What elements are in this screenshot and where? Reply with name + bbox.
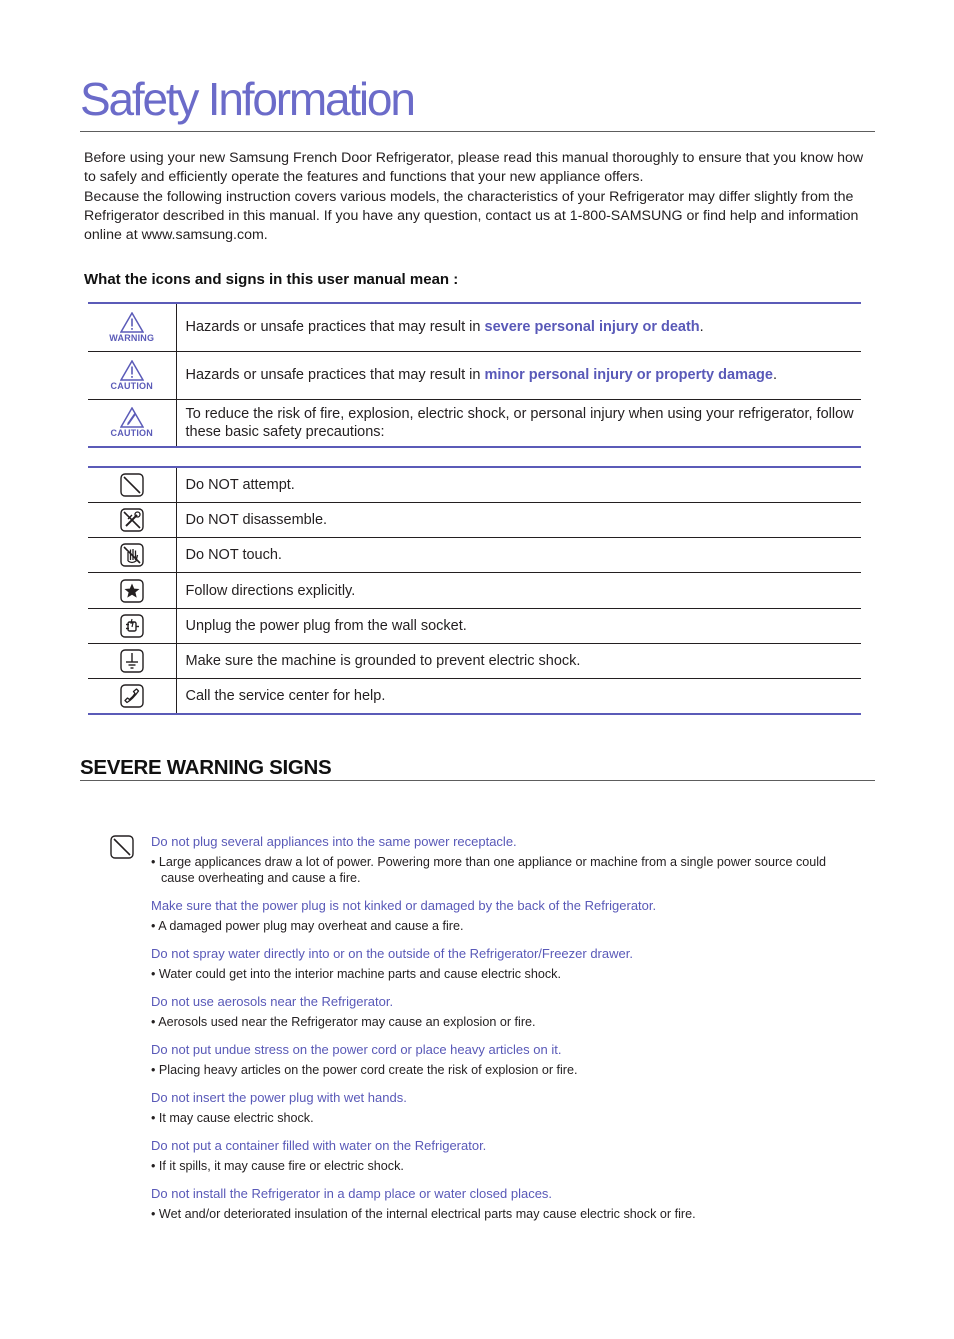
warning-triangle-icon <box>120 312 144 333</box>
sign-row <box>88 502 861 537</box>
hazard-icon-cell <box>88 303 176 351</box>
sign-description: Unplug the power plug from the wall socket. <box>176 608 861 643</box>
warning-bullet: • If it spills, it may cause fire or electric shock. <box>151 1159 404 1173</box>
warning-item <box>151 1090 861 1126</box>
hazard-text: Hazards or unsafe practices that may result in <box>185 319 485 336</box>
signs-table <box>88 466 861 715</box>
caution-triangle-icon <box>120 360 144 381</box>
hazard-description <box>176 351 861 399</box>
icons-heading: What the icons and signs in this user manual mean : <box>84 271 459 288</box>
hazard-row-caution-precautions <box>88 399 861 447</box>
ground-icon <box>120 649 144 673</box>
prohibited-icon <box>120 473 144 497</box>
hazard-description <box>176 399 861 447</box>
sign-description: Do NOT touch. <box>176 538 861 573</box>
hazard-suffix: . <box>699 319 704 336</box>
sign-row <box>88 573 861 608</box>
caution-label: CAUTION <box>110 428 153 439</box>
title-divider <box>80 131 875 132</box>
phone-icon <box>120 684 144 708</box>
caution-label: CAUTION <box>110 380 153 391</box>
hazard-highlight: severe personal injury or death <box>484 319 700 336</box>
intro-paragraph: Because the following instruction covers various models, the characteristics of your Refrigerator may differ slightly from the Refrigerator described in this manual. If you have any question, contact us at 1-800-SAMSUNG or find help and information online at www.samsung.com. <box>84 189 859 243</box>
sign-icon-cell <box>88 643 176 678</box>
caution-pencil-triangle-icon <box>120 407 144 428</box>
warning-item <box>151 1042 861 1078</box>
warning-title: Do not install the Refrigerator in a damp place or water closed places. <box>151 1186 553 1201</box>
warning-title: Do not insert the power plug with wet hands. <box>151 1090 407 1105</box>
sign-row <box>88 643 861 678</box>
warning-item <box>151 1138 861 1174</box>
sign-icon-cell <box>88 608 176 643</box>
sign-description: Call the service center for help. <box>176 679 861 714</box>
sign-description: Follow directions explicitly. <box>176 573 861 608</box>
warning-bullet: • A damaged power plug may overheat and cause a fire. <box>151 919 464 933</box>
sign-icon-cell <box>88 502 176 537</box>
warning-bullet: • Wet and/or deteriorated insulation of the internal electrical parts may cause electric shock or fire. <box>151 1207 696 1221</box>
no-disassemble-icon <box>120 508 144 532</box>
hazard-description <box>176 303 861 351</box>
warning-bullet: • It may cause electric shock. <box>151 1111 314 1125</box>
warning-title: Do not spray water directly into or on the outside of the Refrigerator/Freezer drawer. <box>151 946 633 961</box>
warning-item <box>151 898 861 934</box>
sign-description: Do NOT disassemble. <box>176 502 861 537</box>
no-touch-icon <box>120 543 144 567</box>
hazard-row-caution <box>88 351 861 399</box>
section-divider <box>80 780 875 781</box>
hazard-icon-cell <box>88 351 176 399</box>
intro-paragraph: Before using your new Samsung French Door Refrigerator, please read this manual thoroughly to ensure that you know how to safely and efficiently operate the features and functions that your new appliance offers. <box>84 150 864 185</box>
warning-item <box>151 946 861 982</box>
page-title: Safety Information <box>80 73 414 125</box>
warning-title: Do not put undue stress on the power cord or place heavy articles on it. <box>151 1042 562 1057</box>
sign-description: Make sure the machine is grounded to prevent electric shock. <box>176 643 861 678</box>
sign-icon-cell <box>88 679 176 714</box>
warning-item <box>151 994 861 1030</box>
hazard-highlight: minor personal injury or property damage <box>484 367 773 383</box>
warning-label: WARNING <box>109 332 155 343</box>
warning-title: Do not plug several appliances into the same power receptacle. <box>151 834 517 849</box>
warning-bullet: • Aerosols used near the Refrigerator may cause an explosion or fire. <box>151 1015 536 1029</box>
warning-bullet: • Large applicances draw a lot of power. Powering more than one appliance or machine from a single power source could cause overheating and cause a fire. <box>151 855 827 885</box>
hazard-row-warning <box>88 303 861 351</box>
warning-list <box>151 834 861 1234</box>
sign-icon-cell <box>88 538 176 573</box>
hazard-icon-cell <box>88 399 176 447</box>
warning-bullet: • Water could get into the interior machine parts and cause electric shock. <box>151 967 561 981</box>
sign-description: Do NOT attempt. <box>176 467 861 502</box>
warning-bullet: • Placing heavy articles on the power cord create the risk of explosion or fire. <box>151 1063 578 1077</box>
warning-item <box>151 1186 861 1222</box>
sign-row <box>88 467 861 502</box>
warning-item <box>151 834 861 886</box>
hazard-text: To reduce the risk of fire, explosion, electric shock, or personal injury when using your refrigerator, follow these basic safety precautions: <box>185 405 854 440</box>
hazard-suffix: . <box>772 367 777 383</box>
warning-title: Make sure that the power plug is not kinked or damaged by the back of the Refrigerator. <box>151 898 657 913</box>
prohibited-icon <box>110 835 134 859</box>
sign-icon-cell <box>88 467 176 502</box>
follow-directions-icon <box>120 579 144 603</box>
warning-title: Do not put a container filled with water on the Refrigerator. <box>151 1138 487 1153</box>
sign-row <box>88 608 861 643</box>
warning-title: Do not use aerosols near the Refrigerator. <box>151 994 394 1009</box>
intro-text <box>84 149 876 246</box>
hazard-text: Hazards or unsafe practices that may result in <box>185 367 485 383</box>
unplug-icon <box>120 614 144 638</box>
sign-row <box>88 538 861 573</box>
section-title: SEVERE WARNING SIGNS <box>80 756 332 779</box>
sign-row <box>88 679 861 714</box>
sign-icon-cell <box>88 573 176 608</box>
hazard-table <box>88 302 861 448</box>
